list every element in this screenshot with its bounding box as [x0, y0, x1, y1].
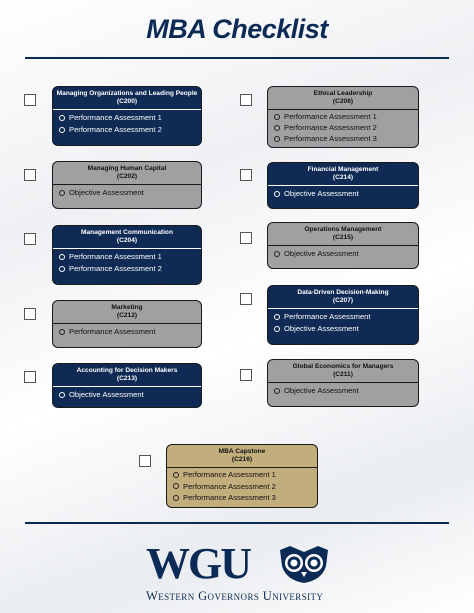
radio-icon[interactable] [274, 314, 280, 320]
checkbox-c213[interactable] [24, 371, 36, 383]
course-code: (C204) [116, 237, 138, 244]
assessment-item[interactable]: Objective Assessment [274, 188, 418, 200]
assessment-item[interactable]: Performance Assessment 2 [59, 124, 201, 136]
course-title: Financial Management [307, 166, 379, 173]
assessment-item[interactable]: Performance Assessment 3 [173, 492, 317, 504]
radio-icon[interactable] [274, 326, 280, 332]
course-card-c206 [267, 86, 419, 148]
assessment-item[interactable]: Objective Assessment [59, 389, 201, 401]
course-card-c202 [52, 161, 202, 209]
radio-icon[interactable] [173, 483, 179, 489]
course-code: (C216) [231, 456, 253, 463]
checkbox-c212[interactable] [24, 308, 36, 320]
checkbox-c207[interactable] [240, 293, 252, 305]
owl-icon [276, 544, 332, 584]
checkbox-c200[interactable] [24, 94, 36, 106]
radio-icon[interactable] [274, 136, 280, 142]
course-card-c211 [267, 359, 419, 407]
radio-icon[interactable] [59, 329, 65, 335]
course-card-c212 [52, 300, 202, 348]
wgu-logo [146, 539, 336, 604]
radio-icon[interactable] [59, 190, 65, 196]
course-card-c213 [52, 363, 202, 408]
course-code: (C213) [116, 375, 138, 382]
radio-icon[interactable] [274, 114, 280, 120]
bottom-divider [25, 522, 449, 524]
top-divider [25, 57, 449, 59]
assessment-item[interactable]: Objective Assessment [59, 187, 201, 199]
assessment-item[interactable]: Performance Assessment 1 [274, 111, 418, 122]
assessment-item[interactable]: Objective Assessment [274, 323, 418, 335]
course-title: Operations Management [304, 226, 382, 233]
page-title: MBA Checklist [146, 14, 328, 44]
course-code: (C200) [116, 98, 138, 105]
checkbox-c211[interactable] [240, 369, 252, 381]
course-card-c216 [166, 444, 318, 508]
assessment-item[interactable]: Performance Assessment 1 [59, 251, 201, 263]
course-title: Managing Organizations and Leading People [56, 90, 198, 97]
logo-subtitle: Western Governors University [146, 589, 324, 603]
radio-icon[interactable] [173, 495, 179, 501]
assessment-item[interactable]: Performance Assessment 2 [274, 122, 418, 133]
assessment-item[interactable]: Performance Assessment [59, 326, 201, 338]
course-code: (C212) [116, 312, 138, 319]
course-title: Marketing [111, 304, 143, 311]
course-code: (C215) [332, 234, 354, 241]
assessment-item[interactable]: Performance Assessment 1 [173, 469, 317, 481]
radio-icon[interactable] [59, 254, 65, 260]
checkbox-c214[interactable] [240, 169, 252, 181]
course-card-c214 [267, 162, 419, 209]
course-title: Data-Driven Decision-Making [297, 289, 389, 296]
radio-icon[interactable] [274, 388, 280, 394]
radio-icon[interactable] [59, 115, 65, 121]
course-card-c215 [267, 222, 419, 269]
radio-icon[interactable] [59, 127, 65, 133]
course-title: Global Economics for Managers [292, 363, 394, 370]
radio-icon[interactable] [59, 266, 65, 272]
course-code: (C207) [332, 297, 354, 304]
assessment-item[interactable]: Performance Assessment 2 [173, 481, 317, 493]
assessment-item[interactable]: Objective Assessment [274, 385, 418, 397]
checkbox-c216[interactable] [139, 455, 151, 467]
course-card-c204 [52, 225, 202, 285]
radio-icon[interactable] [173, 472, 179, 478]
course-title: Accounting for Decision Makers [76, 367, 178, 374]
course-title: Ethical Leadership [313, 90, 373, 97]
radio-icon[interactable] [59, 392, 65, 398]
course-card-c207 [267, 285, 419, 345]
course-code: (C206) [332, 98, 354, 105]
course-card-c200 [52, 86, 202, 146]
course-title: MBA Capstone [218, 448, 266, 455]
checkbox-c206[interactable] [240, 94, 252, 106]
course-code: (C202) [116, 173, 138, 180]
logo-wordmark: WGU [146, 539, 250, 588]
checkbox-c204[interactable] [24, 233, 36, 245]
course-title: Management Communication [81, 229, 173, 236]
assessment-item[interactable]: Performance Assessment 2 [59, 263, 201, 275]
radio-icon[interactable] [274, 251, 280, 257]
assessment-item[interactable]: Objective Assessment [274, 248, 418, 260]
course-title: Managing Human Capital [87, 165, 167, 172]
assessment-item[interactable]: Performance Assessment [274, 311, 418, 323]
radio-icon[interactable] [274, 125, 280, 131]
assessment-item[interactable]: Performance Assessment 1 [59, 112, 201, 124]
course-code: (C214) [332, 174, 354, 181]
checkbox-c202[interactable] [24, 169, 36, 181]
assessment-item[interactable]: Performance Assessment 3 [274, 133, 418, 144]
course-code: (C211) [333, 371, 353, 378]
radio-icon[interactable] [274, 191, 280, 197]
checkbox-c215[interactable] [240, 232, 252, 244]
